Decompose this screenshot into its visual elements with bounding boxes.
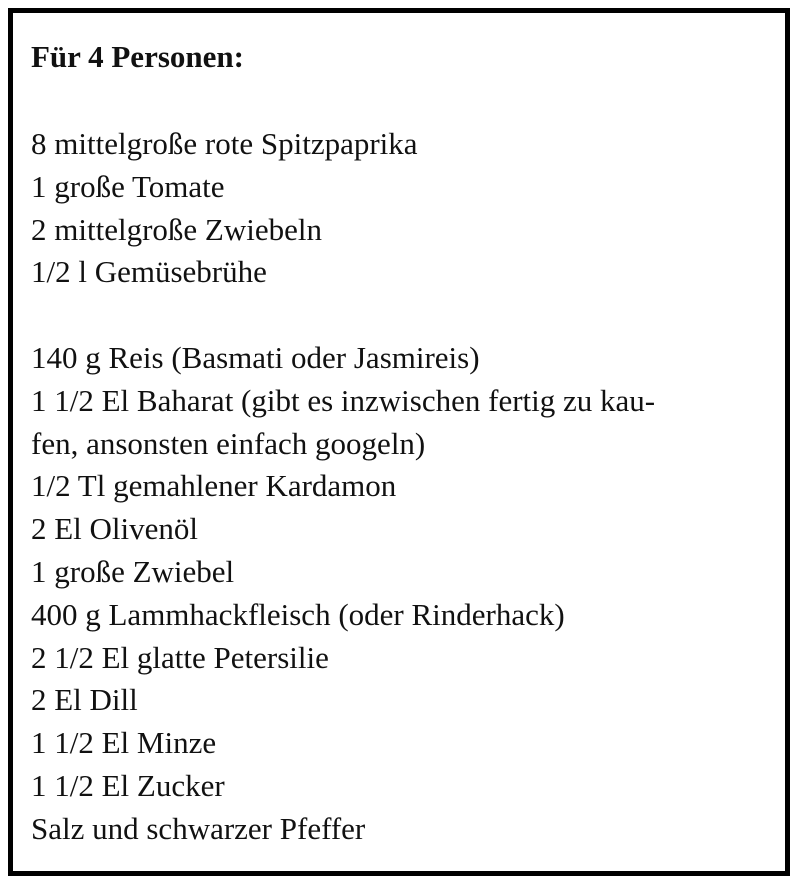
paragraph-gap [31, 294, 655, 337]
ingredient-line: 2 El Dill [31, 682, 138, 718]
ingredient-line: 2 El Olivenöl [31, 511, 199, 547]
ingredient-line: 1 1/2 El Minze [31, 725, 217, 761]
ingredient-line: Salz und schwarzer Pfeffer [31, 810, 366, 846]
ingredient-line: 2 mittelgroße Zwiebeln [31, 211, 322, 247]
ingredient-line: 400 g Lammhackfleisch (oder Rinderhack) [31, 596, 565, 632]
ingredient-line: fen, ansonsten einfach googeln) [31, 425, 426, 461]
ingredient-list [31, 123, 655, 851]
ingredient-line: 1 große Tomate [31, 168, 225, 204]
ingredient-line: 1 1/2 El Baharat (gibt es inzwischen fertig zu kau- [31, 382, 656, 418]
servings-heading: Für 4 Personen: [31, 39, 244, 74]
ingredients-box [8, 8, 790, 876]
ingredient-line: 1 große Zwiebel [31, 553, 235, 589]
ingredient-line: 2 1/2 El glatte Petersilie [31, 639, 329, 675]
ingredient-line: 140 g Reis (Basmati oder Jasmireis) [31, 339, 480, 375]
ingredient-line: 8 mittelgroße rote Spitzpaprika [31, 126, 418, 161]
ingredient-line: 1/2 l Gemüsebrühe [31, 254, 267, 290]
ingredient-line: 1 1/2 El Zucker [31, 767, 225, 803]
ingredient-line: 1/2 Tl gemahlener Kardamon [31, 468, 397, 504]
